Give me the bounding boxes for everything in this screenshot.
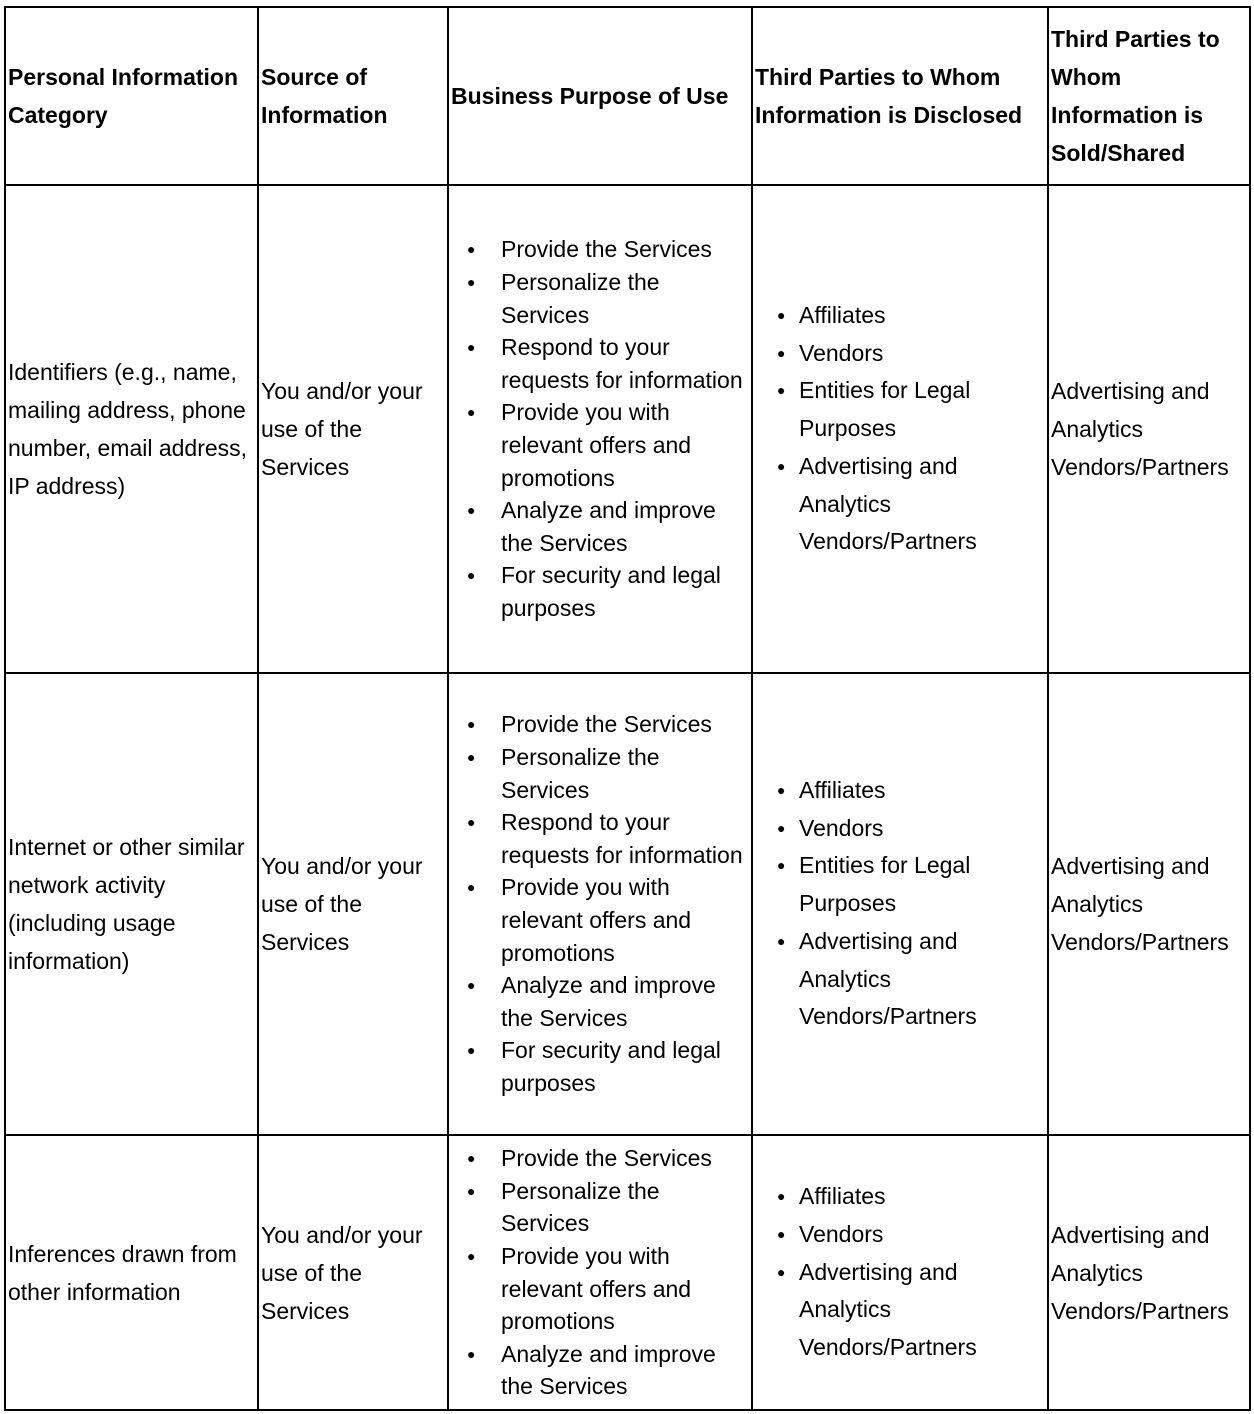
disclosed-item: ● Affiliates [799, 772, 1045, 810]
disclosed-item: ● Affiliates [799, 297, 1045, 335]
purpose-item: ● Analyze and improve the Services [501, 1338, 749, 1403]
disclosed-cell [752, 673, 1048, 1135]
purpose-item: ● For security and legal purposes [501, 559, 749, 624]
header-sold-shared: Third Parties to Whom Information is Sold/Shared [1048, 7, 1250, 185]
purpose-item: ● Provide you with relevant offers and promotions [501, 1240, 749, 1338]
purpose-item: ● Provide the Services [501, 233, 749, 266]
table-row [5, 673, 1250, 1135]
purpose-item: ● Analyze and improve the Services [501, 969, 749, 1034]
header-disclosed: Third Parties to Whom Information is Disclosed [752, 7, 1048, 185]
disclosed-item: ● Advertising and Analytics Vendors/Partners [799, 923, 1045, 1036]
disclosed-list [755, 1178, 1045, 1367]
purpose-cell [448, 1135, 752, 1410]
disclosed-item: ● Entities for Legal Purposes [799, 847, 1045, 923]
disclosed-item: ● Advertising and Analytics Vendors/Partners [799, 448, 1045, 561]
header-purpose: Business Purpose of Use [448, 7, 752, 185]
source-cell: You and/or your use of the Services [258, 1135, 448, 1410]
purpose-item: ● Personalize the Services [501, 741, 749, 806]
table-row [5, 1135, 1250, 1410]
purpose-item: ● Provide you with relevant offers and promotions [501, 871, 749, 969]
disclosed-item: ● Affiliates [799, 1178, 1045, 1216]
purpose-list [451, 1142, 749, 1403]
disclosed-item: ● Vendors [799, 810, 1045, 848]
sold-shared-cell: Advertising and Analytics Vendors/Partners [1048, 185, 1250, 673]
purpose-item: ● Respond to your requests for information [501, 806, 749, 871]
purpose-list [451, 708, 749, 1099]
source-cell: You and/or your use of the Services [258, 185, 448, 673]
source-cell: You and/or your use of the Services [258, 673, 448, 1135]
header-category: Personal Information Category [5, 7, 258, 185]
category-cell: Identifiers (e.g., name, mailing address, phone number, email address, IP address) [5, 185, 258, 673]
table-row [5, 185, 1250, 673]
purpose-cell [448, 185, 752, 673]
category-cell: Inferences drawn from other information [5, 1135, 258, 1410]
disclosed-cell [752, 185, 1048, 673]
purpose-item: ● Provide the Services [501, 1142, 749, 1175]
disclosed-item: ● Vendors [799, 1216, 1045, 1254]
disclosed-item: ● Entities for Legal Purposes [799, 372, 1045, 448]
purpose-item: ● For security and legal purposes [501, 1034, 749, 1099]
purpose-item: ● Provide you with relevant offers and promotions [501, 396, 749, 494]
sold-shared-cell: Advertising and Analytics Vendors/Partners [1048, 1135, 1250, 1410]
disclosed-cell [752, 1135, 1048, 1410]
table-header-row [5, 7, 1250, 185]
disclosed-list [755, 297, 1045, 562]
purpose-item: ● Personalize the Services [501, 1175, 749, 1240]
purpose-item: ● Analyze and improve the Services [501, 494, 749, 559]
purpose-item: ● Personalize the Services [501, 266, 749, 331]
purpose-list [451, 233, 749, 624]
header-source: Source of Information [258, 7, 448, 185]
disclosed-list [755, 772, 1045, 1037]
purpose-item: ● Respond to your requests for information [501, 331, 749, 396]
disclosed-item: ● Vendors [799, 335, 1045, 373]
purpose-item: ● Provide the Services [501, 708, 749, 741]
disclosed-item: ● Advertising and Analytics Vendors/Partners [799, 1254, 1045, 1367]
sold-shared-cell: Advertising and Analytics Vendors/Partners [1048, 673, 1250, 1135]
purpose-cell [448, 673, 752, 1135]
category-cell: Internet or other similar network activity (including usage information) [5, 673, 258, 1135]
personal-information-table [4, 6, 1251, 1411]
